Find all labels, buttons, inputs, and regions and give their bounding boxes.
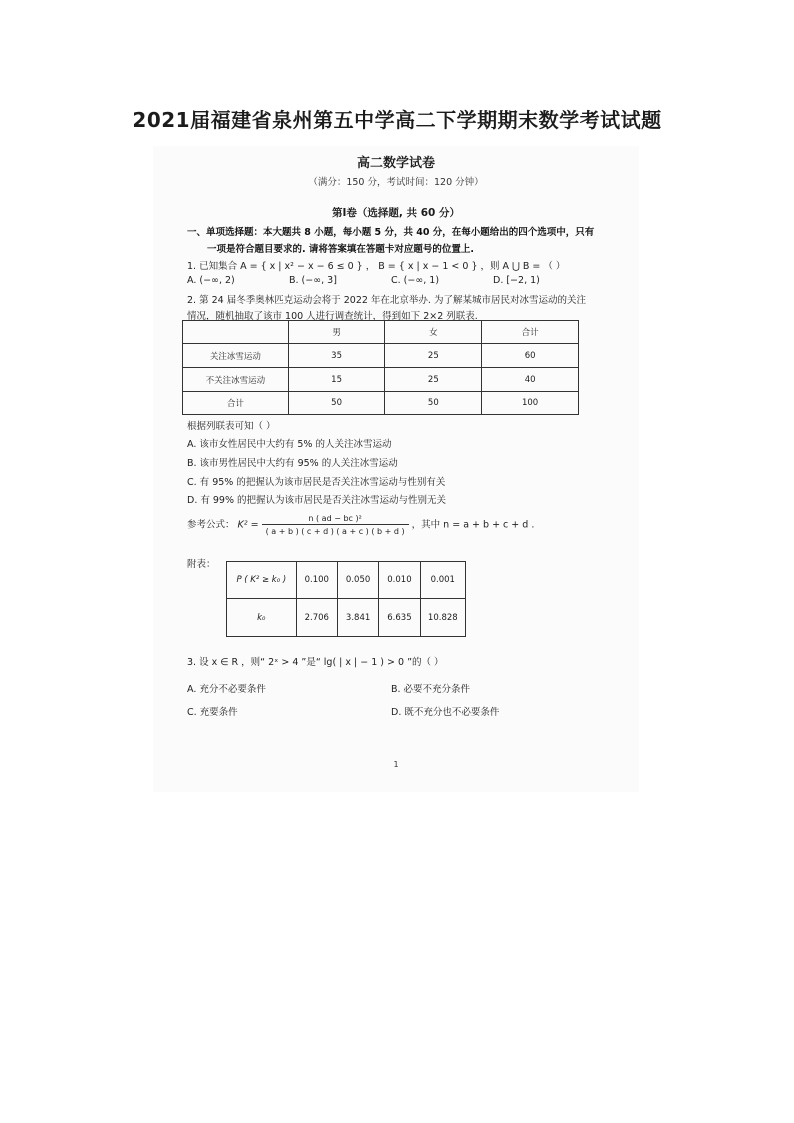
table-cell: 50 (288, 392, 385, 415)
table-cell: 10.828 (420, 599, 465, 637)
table-header-cell: 合计 (482, 321, 579, 344)
q3-option-c: C. 充要条件 (187, 707, 238, 718)
contingency-table (182, 320, 579, 415)
table-header-cell (183, 321, 289, 344)
table-header-row (183, 321, 579, 344)
q2-prompt: 根据列联表可知（ ） (187, 421, 276, 432)
table-cell: 关注冰雪运动 (183, 344, 289, 368)
table-cell: 0.050 (337, 562, 378, 599)
table-row-label: k₀ (227, 599, 297, 637)
q2-stem-line2: 情况，随机抽取了该市 100 人进行调查统计，得到如下 2×2 列联表. (187, 311, 478, 322)
table-cell: 3.841 (337, 599, 378, 637)
table-row (183, 392, 579, 415)
table-cell: 15 (288, 368, 385, 392)
table-cell: 35 (288, 344, 385, 368)
table-cell: 0.010 (379, 562, 420, 599)
section-heading-line2: 一项是符合题目要求的. 请将答案填在答题卡对应题号的位置上. (207, 244, 475, 255)
q1-stem: 1. 已知集合 A = { x | x² − x − 6 ≤ 0 } ， B = { x | x − 1 < 0 } ，则 A ⋃ B = （ ） (187, 261, 566, 272)
formula-suffix: ，其中 n = a + b + c + d . (411, 519, 535, 531)
table-cell: 50 (385, 392, 482, 415)
exam-subtitle: （满分：150 分，考试时间：120 分钟） (308, 177, 484, 188)
table-cell: 100 (482, 392, 579, 415)
formula-denominator: ( a + b ) ( c + d ) ( a + c ) ( b + d ) (265, 527, 405, 536)
q3-stem: 3. 设 x ∈ R ，则“ 2ˣ > 4 ”是“ lg( | x | − 1 ) > 0 ”的（ ） (187, 657, 444, 668)
table-cell: 0.100 (296, 562, 337, 599)
table-cell: 25 (385, 344, 482, 368)
q1-option-b: B. (−∞, 3] (289, 275, 337, 286)
q1-option-a: A. (−∞, 2) (187, 275, 235, 286)
table-row (183, 344, 579, 368)
table-cell: 0.001 (420, 562, 465, 599)
critical-value-table (226, 561, 466, 637)
table-row-label: P ( K² ≥ k₀ ) (227, 562, 297, 599)
table-cell: 合计 (183, 392, 289, 415)
exam-title: 高二数学试卷 (356, 156, 435, 171)
q3-option-b: B. 必要不充分条件 (391, 684, 471, 695)
page-number: 1 (393, 760, 399, 769)
section-heading-line1: 一、单项选择题：本大题共 8 小题，每小题 5 分，共 40 分，在每小题给出的四个选项中，只有 (187, 227, 595, 238)
table-cell: 60 (482, 344, 579, 368)
formula-label: 参考公式： (187, 519, 235, 531)
appendix-label: 附表： (187, 559, 216, 570)
table-cell: 6.635 (379, 599, 420, 637)
table-header-cell: 男 (288, 321, 385, 344)
q3-option-a: A. 充分不必要条件 (187, 684, 266, 695)
q2-option-d: D. 有 99% 的把握认为该市居民是否关注冰雪运动与性别无关 (187, 495, 447, 506)
table-cell: 40 (482, 368, 579, 392)
scanned-exam-page (153, 146, 639, 792)
formula-lhs: K² = (237, 519, 259, 531)
reference-formula (187, 514, 534, 536)
table-cell: 不关注冰雪运动 (183, 368, 289, 392)
table-row (183, 368, 579, 392)
formula-fraction (262, 514, 409, 536)
table-header-cell: 女 (385, 321, 482, 344)
q2-stem-line1: 2. 第 24 届冬季奥林匹克运动会将于 2022 年在北京举办. 为了解某城市居民对冰雪运动的关注 (187, 295, 586, 306)
q3-option-d: D. 既不充分也不必要条件 (391, 707, 500, 718)
q2-option-c: C. 有 95% 的把握认为该市居民是否关注冰雪运动与性别有关 (187, 477, 446, 488)
table-cell: 25 (385, 368, 482, 392)
table-row (227, 599, 466, 637)
table-row (227, 562, 466, 599)
table-cell: 2.706 (296, 599, 337, 637)
formula-numerator: n ( ad − bc )² (262, 514, 409, 525)
q1-option-c: C. (−∞, 1) (391, 275, 440, 286)
q1-option-d: D. [−2, 1) (493, 275, 540, 286)
document-title: 2021届福建省泉州第五中学高二下学期期末数学考试试题 (132, 108, 662, 132)
volume-title: 第Ⅰ卷（选择题, 共 60 分） (332, 207, 460, 219)
q2-option-b: B. 该市男性居民中大约有 95% 的人关注冰雪运动 (187, 458, 398, 469)
q2-option-a: A. 该市女性居民中大约有 5% 的人关注冰雪运动 (187, 439, 392, 450)
